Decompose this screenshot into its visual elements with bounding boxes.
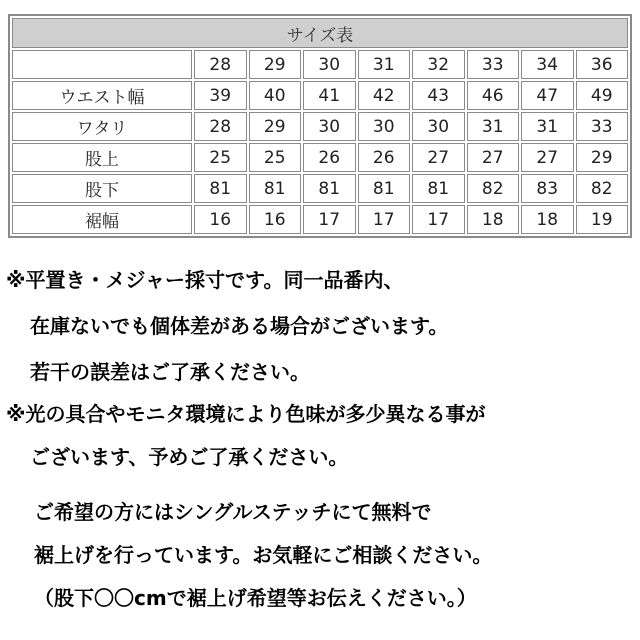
table-cell: 28 — [194, 112, 247, 141]
table-cell: 17 — [412, 205, 465, 234]
table-title-row — [12, 18, 628, 48]
size-header-cell: 36 — [576, 50, 629, 79]
table-cell: 31 — [521, 112, 574, 141]
size-header-cell: 31 — [358, 50, 411, 79]
note-hemming-line-2: 裾上げを行っています。お気軽にご相談ください。 — [34, 543, 493, 567]
table-cell: 40 — [249, 81, 302, 110]
table-cell: 33 — [576, 112, 629, 141]
table-cell: 31 — [467, 112, 520, 141]
note-measurement-line-3: 若干の誤差はご了承ください。 — [30, 360, 310, 384]
note-color-line-1: ※光の具合やモニタ環境により色味が多少異なる事が — [6, 402, 486, 426]
table-cell: 42 — [358, 81, 411, 110]
table-cell: 19 — [576, 205, 629, 234]
table-cell: 16 — [249, 205, 302, 234]
note-measurement-line-2: 在庫ないでも個体差がある場合がございます。 — [30, 314, 449, 338]
size-header-cell: 32 — [412, 50, 465, 79]
table-cell: 16 — [194, 205, 247, 234]
table-cell: 25 — [249, 143, 302, 172]
table-cell: 81 — [412, 174, 465, 203]
table-cell: 47 — [521, 81, 574, 110]
size-header-row — [12, 50, 628, 79]
table-row — [12, 174, 628, 203]
row-label-hem-width: 裾幅 — [12, 205, 192, 234]
table-cell: 18 — [467, 205, 520, 234]
size-header-cell: 33 — [467, 50, 520, 79]
table-cell: 17 — [303, 205, 356, 234]
table-row — [12, 205, 628, 234]
table-cell: 17 — [358, 205, 411, 234]
table-cell: 83 — [521, 174, 574, 203]
row-label-inseam: 股下 — [12, 174, 192, 203]
note-hemming-line-1: ご希望の方にはシングルステッチにて無料で — [34, 500, 432, 524]
table-cell: 39 — [194, 81, 247, 110]
table-cell: 27 — [521, 143, 574, 172]
table-title: サイズ表 — [12, 18, 628, 48]
table-cell: 82 — [576, 174, 629, 203]
table-cell: 30 — [412, 112, 465, 141]
table-row — [12, 81, 628, 110]
table-cell: 18 — [521, 205, 574, 234]
size-header-cell: 30 — [303, 50, 356, 79]
table-cell: 82 — [467, 174, 520, 203]
size-header-cell: 29 — [249, 50, 302, 79]
table-cell: 81 — [358, 174, 411, 203]
table-cell: 26 — [358, 143, 411, 172]
note-hemming-line-3: （股下〇〇cmで裾上げ希望等お伝えください。） — [34, 586, 477, 610]
table-cell: 81 — [303, 174, 356, 203]
table-cell: 30 — [303, 112, 356, 141]
note-measurement-line-1: ※平置き・メジャー採寸です。同一品番内、 — [6, 268, 404, 292]
table-cell: 30 — [358, 112, 411, 141]
table-cell: 49 — [576, 81, 629, 110]
table-cell: 29 — [576, 143, 629, 172]
table-row — [12, 143, 628, 172]
table-cell: 81 — [194, 174, 247, 203]
size-header-cell: 34 — [521, 50, 574, 79]
table-cell: 41 — [303, 81, 356, 110]
header-empty-cell — [12, 50, 192, 79]
table-cell: 25 — [194, 143, 247, 172]
table-cell: 81 — [249, 174, 302, 203]
size-header-cell: 28 — [194, 50, 247, 79]
row-label-thigh: ワタリ — [12, 112, 192, 141]
table-cell: 27 — [467, 143, 520, 172]
table-cell: 29 — [249, 112, 302, 141]
table-cell: 43 — [412, 81, 465, 110]
size-table — [8, 14, 632, 238]
note-color-line-2: ございます、予めご了承ください。 — [30, 445, 349, 469]
table-row — [12, 112, 628, 141]
row-label-waist: ウエスト幅 — [12, 81, 192, 110]
table-cell: 46 — [467, 81, 520, 110]
row-label-rise: 股上 — [12, 143, 192, 172]
table-cell: 26 — [303, 143, 356, 172]
table-cell: 27 — [412, 143, 465, 172]
